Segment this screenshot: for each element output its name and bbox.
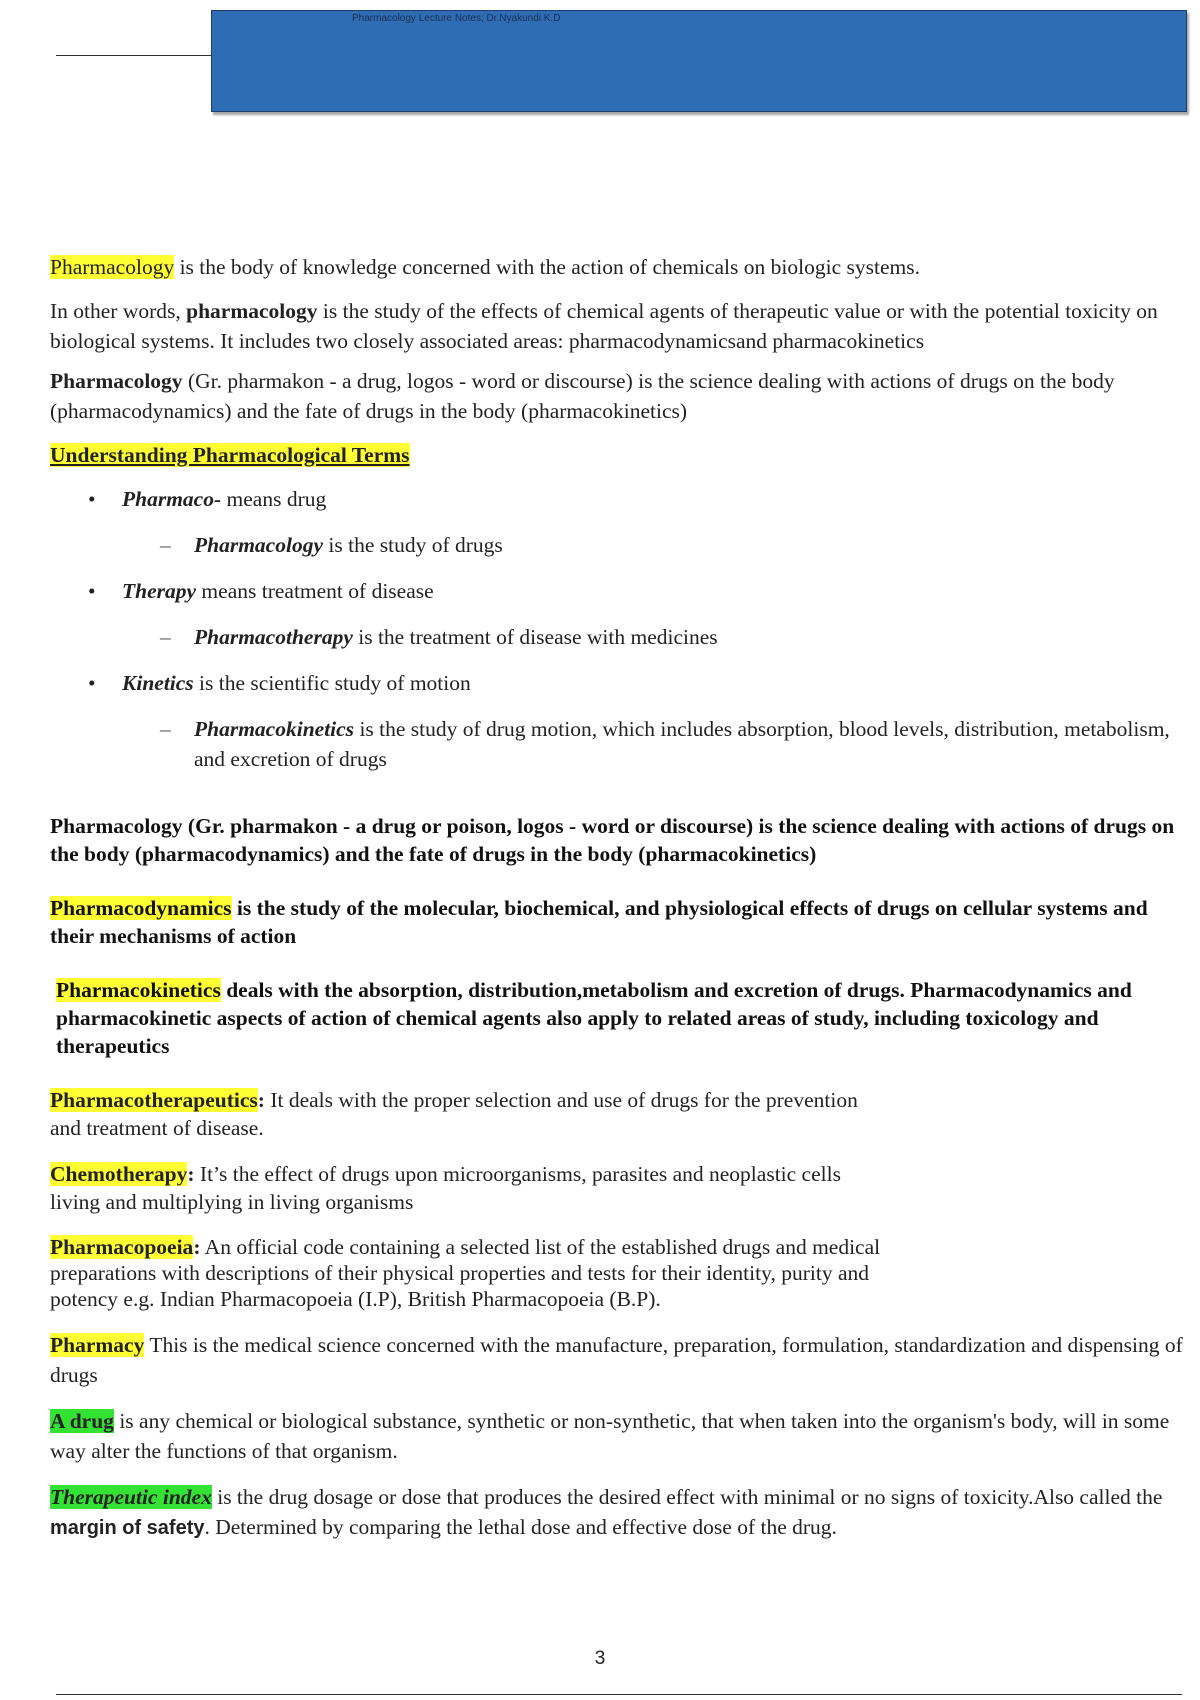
pharmacy-paragraph	[50, 1330, 1190, 1390]
pharmacopoeia-paragraph	[50, 1234, 885, 1312]
paragraph-text: It’s the effect of drugs upon microorganisms, parasites and neoplastic cells living and multiplying in living organisms	[50, 1162, 841, 1214]
intro-paragraph-1	[50, 252, 1190, 282]
list-item	[50, 530, 1190, 560]
bullet-icon: •	[88, 671, 96, 695]
paragraph-text: It deals with the proper selection and use of drugs for the prevention and treatment of disease.	[50, 1088, 858, 1140]
highlighted-term: Therapeutic index	[50, 1485, 212, 1509]
paragraph-text: is any chemical or biological substance, synthetic or non-synthetic, that when taken into the organism's body, will in some way alter the functions of that organism.	[50, 1409, 1170, 1463]
highlighted-term: Pharmacotherapeutics	[50, 1088, 258, 1112]
list-item	[50, 484, 1190, 514]
running-title: Pharmacology Lecture Notes; Dr.Nyakundi K.D	[352, 13, 561, 24]
dash-icon: –	[160, 625, 171, 649]
paragraph-text: is the drug dosage or dose that produces the desired effect with minimal or no signs of toxicity.Also called the	[211, 1485, 1163, 1509]
dash-icon: –	[160, 533, 171, 557]
term-label: Therapy	[122, 579, 197, 603]
bullet-icon: •	[88, 487, 96, 511]
terms-list	[50, 484, 1190, 774]
highlighted-term: A drug	[50, 1409, 114, 1433]
bold-term: pharmacology	[186, 299, 318, 323]
paragraph-text: . Determined by comparing the lethal dose and effective dose of the drug.	[204, 1515, 837, 1539]
term-text: is the scientific study of motion	[193, 671, 471, 695]
term-label: Pharmacotherapy	[194, 625, 353, 649]
term-text: is the study of drug motion, which includes absorption, blood levels, distribution, metabolism, and excretion of drugs	[194, 717, 1170, 771]
highlighted-term: Pharmacodynamics	[50, 896, 232, 920]
term-label: Pharmacokinetics	[194, 717, 355, 741]
header-band	[211, 10, 1187, 112]
term-text: means drug	[221, 487, 327, 511]
list-item	[50, 714, 1190, 774]
footer-rule	[56, 1694, 1182, 1695]
pharmacokinetics-paragraph	[50, 976, 1190, 1060]
term-text: is the treatment of disease with medicines	[352, 625, 718, 649]
paragraph-text: is the body of knowledge concerned with the action of chemicals on biologic systems.	[174, 255, 920, 279]
bold-term: Pharmacology	[50, 369, 183, 393]
colon: :	[193, 1235, 201, 1259]
section-heading: Understanding Pharmacological Terms	[50, 443, 410, 467]
highlighted-term: Pharmacopoeia	[50, 1235, 194, 1259]
term-text: means treatment of disease	[196, 579, 434, 603]
paragraph-text: is the study of the molecular, biochemical, and physiological effects of drugs on cellular systems and their mechanisms of action	[50, 896, 1148, 948]
term-label: Kinetics	[122, 671, 194, 695]
drug-paragraph	[50, 1406, 1190, 1466]
page-body	[50, 252, 1190, 1543]
highlighted-term: Pharmacology	[50, 255, 175, 279]
chemotherapy-paragraph	[50, 1160, 885, 1216]
highlighted-term: Pharmacokinetics	[56, 978, 221, 1002]
terms-heading	[50, 440, 1190, 470]
dash-icon: –	[160, 717, 171, 741]
bold-term: margin of safety	[50, 1517, 205, 1539]
bold-definition: Pharmacology (Gr. pharmakon - a drug or poison, logos - word or discourse) is the science dealing with actions of drugs on the body (pharmacodynamics) and the fate of drugs in the body (pharmacokinetics)	[50, 814, 1175, 866]
list-item	[50, 622, 1190, 652]
paragraph-text: (Gr. pharmakon - a drug, logos - word or discourse) is the science dealing with actions of drugs on the body (pharmacodynamics) and the fate of drugs in the body (pharmacokinetics)	[50, 369, 1115, 423]
term-label: Pharmaco-	[122, 487, 222, 511]
highlighted-term: Chemotherapy	[50, 1162, 188, 1186]
term-label: Pharmacology	[194, 533, 323, 557]
paragraph-text: This is the medical science concerned with the manufacture, preparation, formulation, standardization and dispensing of drugs	[50, 1333, 1183, 1387]
header-rule	[56, 55, 211, 56]
colon: :	[187, 1162, 195, 1186]
list-item	[50, 668, 1190, 698]
paragraph-text: In other words,	[50, 299, 187, 323]
intro-paragraph-2	[50, 296, 1190, 356]
term-text: is the study of drugs	[323, 533, 503, 557]
paragraph-text: deals with the absorption, distribution,metabolism and excretion of drugs. Pharmacodynamics and pharmacokinetic aspects of action of chemical agents also apply to related areas of study, including toxicology and therapeutics	[56, 978, 1132, 1058]
pharmacodynamics-paragraph	[50, 894, 1190, 950]
paragraph-text: is the study of the effects of chemical agents of therapeutic value or with the potential toxicity on biological systems. It includes two closely associated areas: pharmacodynamicsand pharmacokinetics	[50, 299, 1158, 353]
intro-paragraph-3	[50, 366, 1190, 426]
bullet-icon: •	[88, 579, 96, 603]
list-item	[50, 576, 1190, 606]
page-number: 3	[594, 1648, 606, 1669]
paragraph-text: An official code containing a selected list of the established drugs and medical preparations with descriptions of their physical properties and tests for their identity, purity and potency e.g. Indian Pharmacopoeia (I.P), British Pharmacopoeia (B.P).	[50, 1235, 881, 1311]
highlighted-term: Pharmacy	[50, 1333, 145, 1357]
pharmacotherapeutics-paragraph	[50, 1086, 885, 1142]
therapeutic-index-paragraph	[50, 1482, 1190, 1543]
colon: :	[257, 1088, 265, 1112]
